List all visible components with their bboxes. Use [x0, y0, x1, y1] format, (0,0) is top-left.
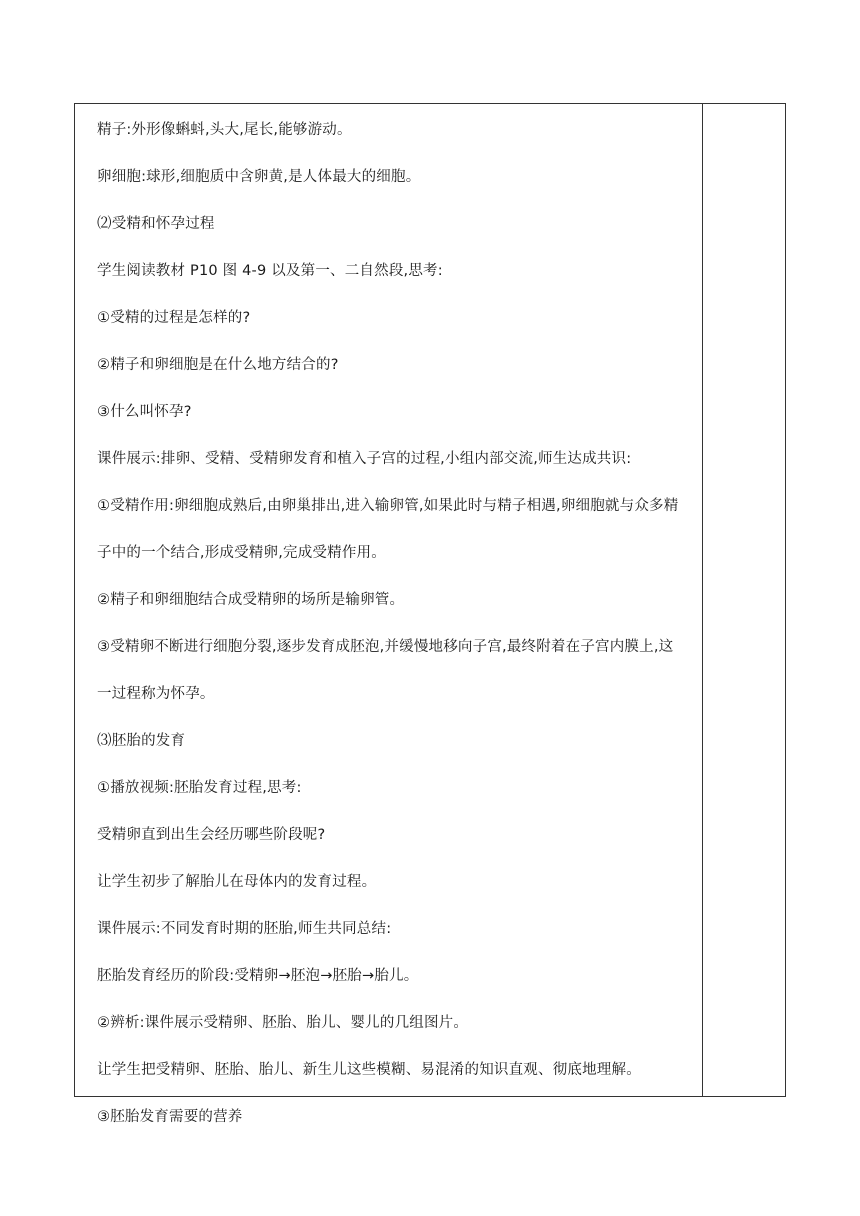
section-heading: ⑶胚胎的发育 [97, 733, 186, 749]
question-line: ②精子和卵细胞是在什么地方结合的? [97, 357, 339, 373]
text-line: 受精卵直到出生会经历哪些阶段呢? [97, 827, 326, 843]
text-line: ②精子和卵细胞结合成受精卵的场所是输卵管。 [97, 592, 405, 608]
text-line: 课件展示:不同发育时期的胚胎,师生共同总结: [97, 921, 392, 937]
text-line: 子中的一个结合,形成受精卵,完成受精作用。 [97, 545, 386, 561]
text-line: 精子:外形像蝌蚪,头大,尾长,能够游动。 [97, 122, 352, 138]
text-line: ①受精作用:卵细胞成熟后,由卵巢排出,进入输卵管,如果此时与精子相遇,卵细胞就与众多精 [97, 498, 679, 514]
text-line: 让学生把受精卵、胚胎、胎儿、新生儿这些模糊、易混淆的知识直观、彻底地理解。 [97, 1062, 641, 1078]
lesson-table [74, 103, 786, 1125]
question-line: ③什么叫怀孕? [97, 404, 192, 420]
text-line: 胚胎发育经历的阶段:受精卵→胚泡→胚胎→胎儿。 [97, 968, 419, 984]
text-line: ③受精卵不断进行细胞分裂,逐步发育成胚泡,并缓慢地移向子宫,最终附着在子宫内膜上,这 [97, 639, 674, 655]
text-line: ③胚胎发育需要的营养 [97, 1109, 243, 1125]
text-line: 卵细胞:球形,细胞质中含卵黄,是人体最大的细胞。 [97, 169, 421, 185]
text-line: 让学生初步了解胎儿在母体内的发育过程。 [97, 874, 377, 890]
text-line: 一过程称为怀孕。 [97, 686, 215, 702]
text-line: 课件展示:排卵、受精、受精卵发育和植入子宫的过程,小组内部交流,师生达成共识: [97, 451, 632, 467]
text-line: ②辨析:课件展示受精卵、胚胎、胎儿、婴儿的几组图片。 [97, 1015, 469, 1031]
text-line: 学生阅读教材 P10 图 4-9 以及第一、二自然段,思考: [97, 263, 443, 279]
text-line: ①播放视频:胚胎发育过程,思考: [97, 780, 302, 796]
section-heading: ⑵受精和怀孕过程 [97, 216, 215, 232]
column-divider [702, 104, 703, 1096]
question-line: ①受精的过程是怎样的? [97, 310, 251, 326]
